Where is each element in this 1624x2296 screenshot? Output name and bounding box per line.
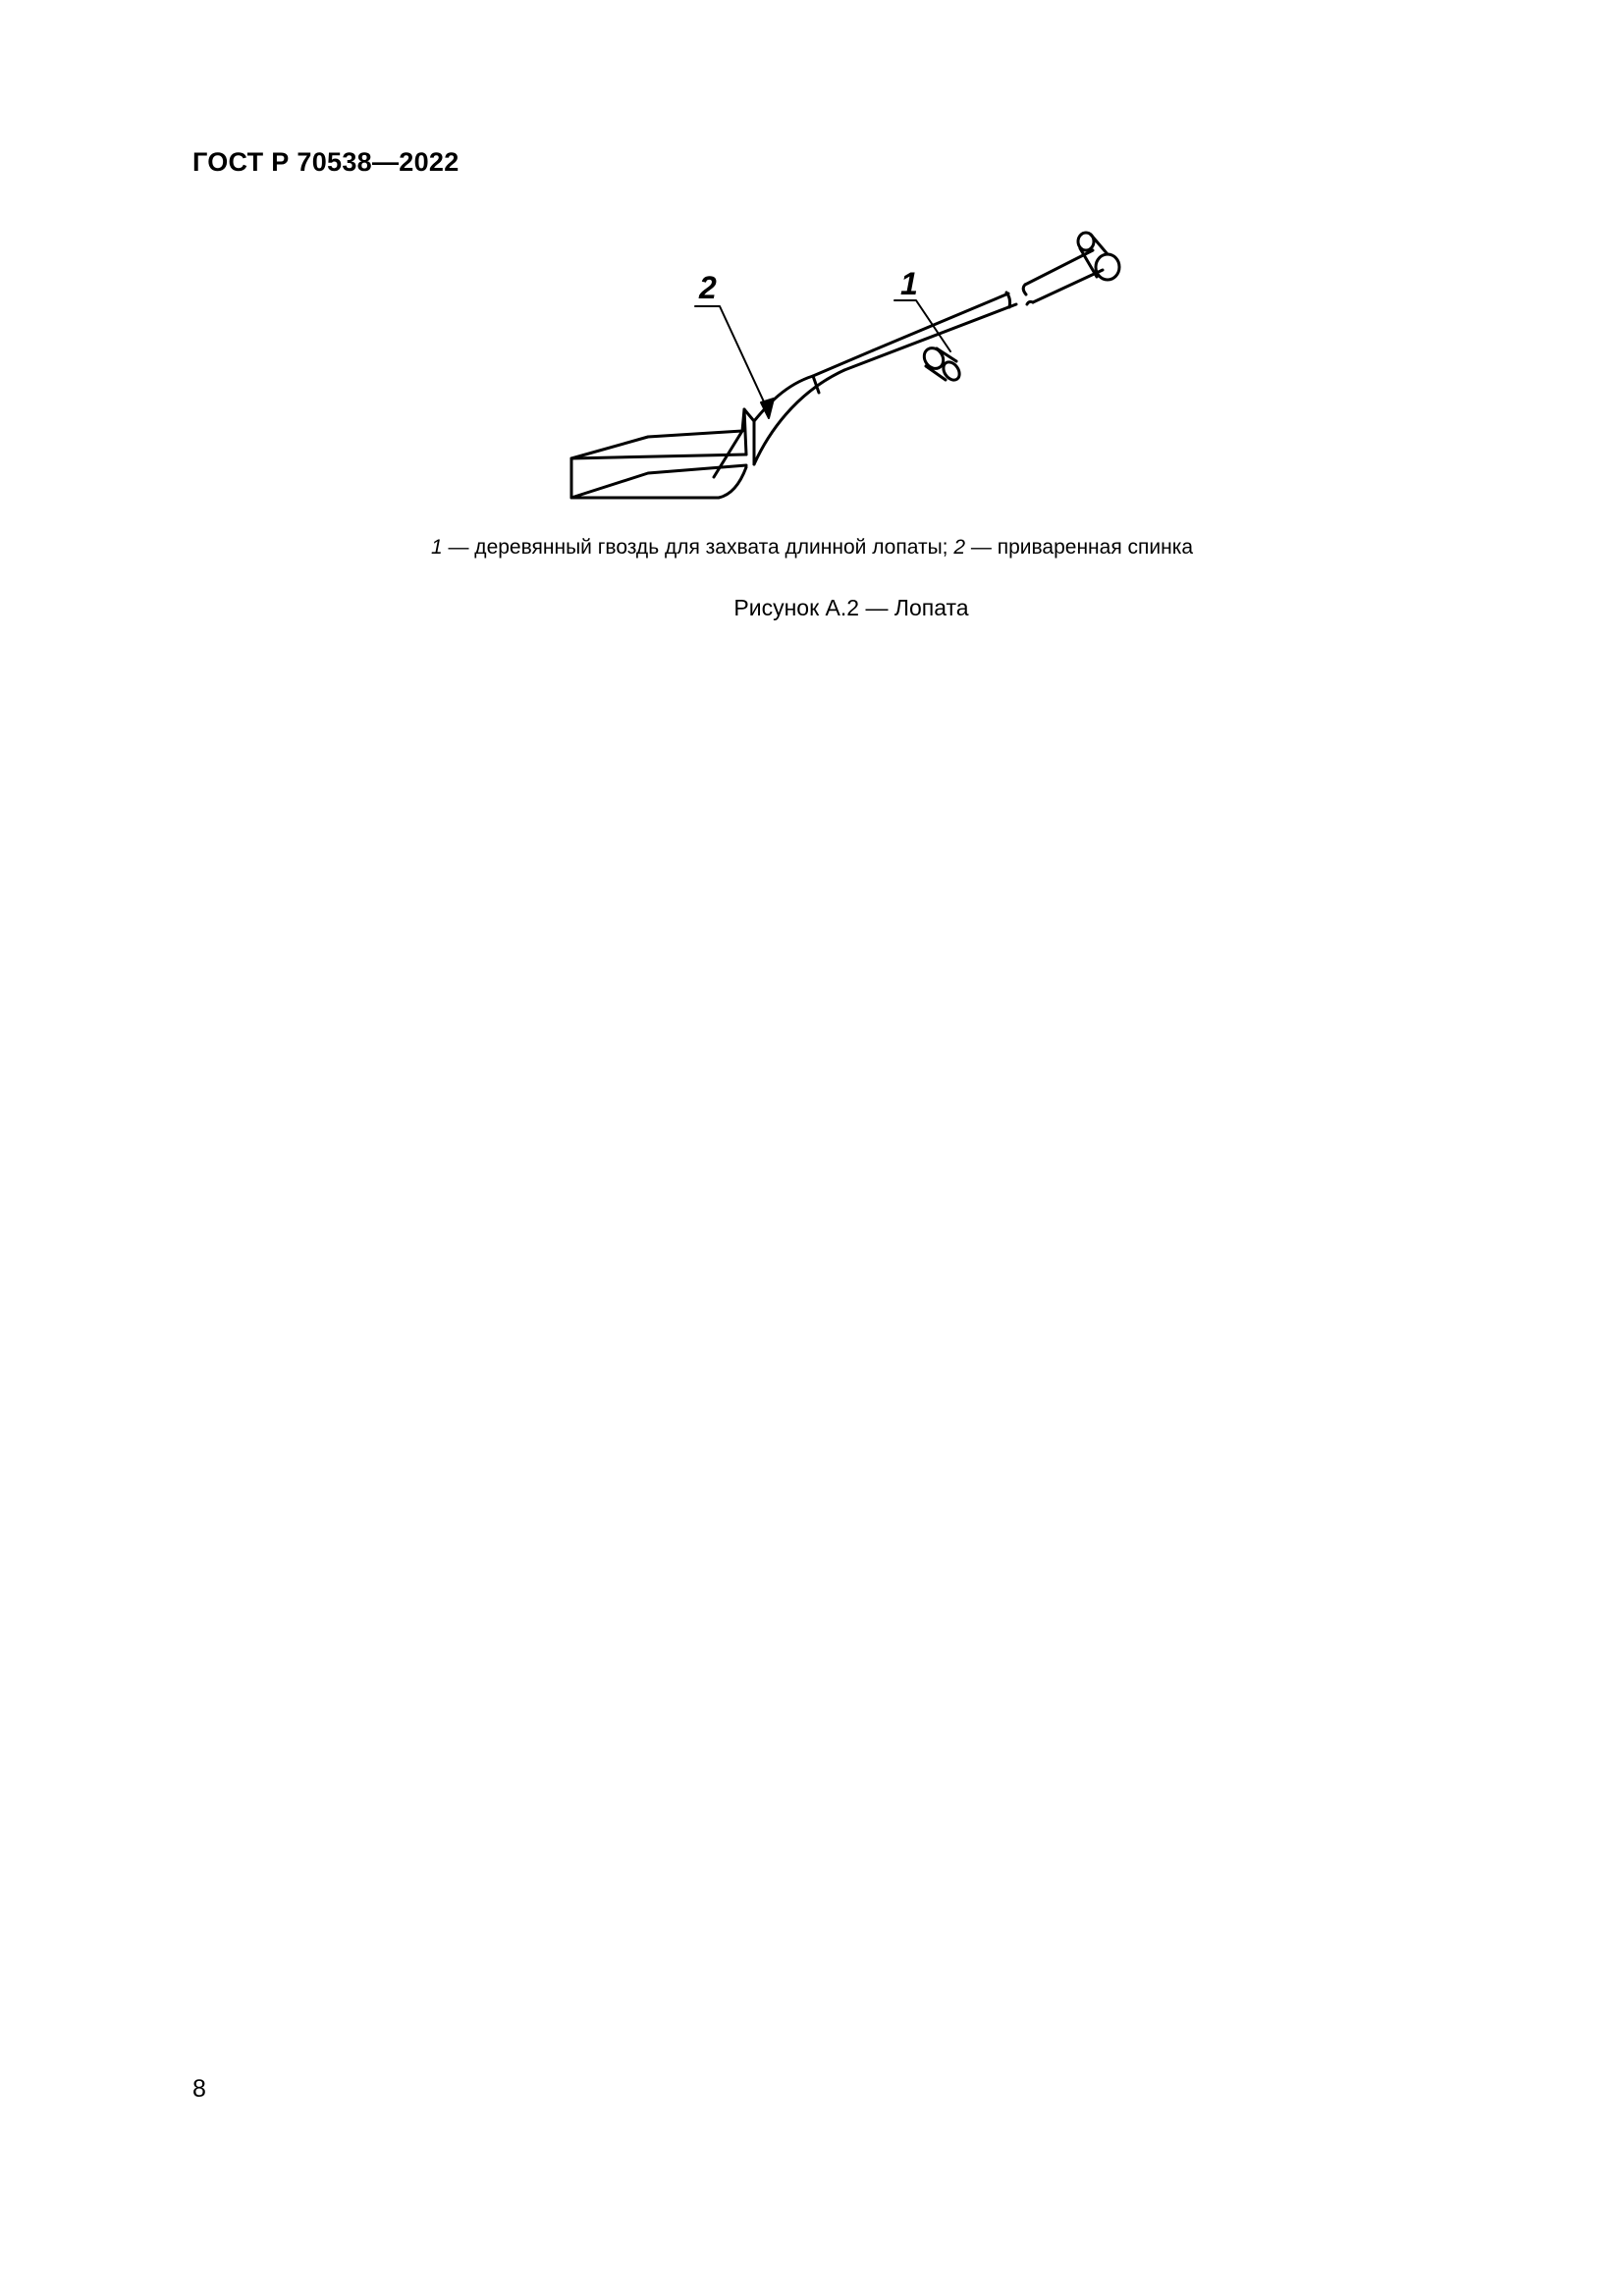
handle-break-left	[1006, 293, 1010, 307]
shovel-figure	[550, 216, 1159, 510]
shovel-drawing	[550, 216, 1159, 510]
callout-1-leader	[894, 300, 950, 351]
t-grip-near-end	[1078, 233, 1094, 250]
callout-2-leader	[695, 306, 768, 410]
leader-lines	[695, 300, 950, 418]
wooden-peg-top-line	[937, 348, 956, 361]
blade-rear-edge	[571, 454, 746, 458]
document-header: ГОСТ Р 70538—2022	[192, 147, 460, 177]
welded-back	[742, 409, 754, 464]
figure-caption: Рисунок А.2 — Лопата	[733, 595, 969, 620]
neck-upper-curve	[754, 350, 873, 421]
handle-lower-line	[844, 304, 1016, 370]
callout-1-label: 1	[900, 266, 918, 301]
t-grip-end	[1096, 254, 1119, 280]
blade-floor-line	[571, 465, 746, 498]
handle-break-right	[1023, 285, 1026, 294]
shovel-blade	[571, 431, 746, 498]
shovel-handle	[754, 250, 1103, 464]
figure-legend	[0, 536, 1624, 560]
legend-item-1-text: — деревянный гвоздь для захвата длинной лопаты;	[442, 536, 954, 559]
legend-item-2-text: — приваренная спинка	[965, 536, 1194, 559]
handle-break-right-lower	[1027, 301, 1033, 304]
handle-upper-line	[873, 294, 1008, 350]
page-number: 8	[192, 2075, 206, 2103]
callout-2-arrowhead	[761, 399, 774, 418]
callout-2-label: 2	[699, 270, 717, 305]
legend-item-1-number: 1	[430, 536, 443, 559]
welded-back-edge	[744, 409, 746, 454]
wooden-peg	[920, 345, 962, 383]
legend-item-2-number: 2	[953, 536, 966, 559]
